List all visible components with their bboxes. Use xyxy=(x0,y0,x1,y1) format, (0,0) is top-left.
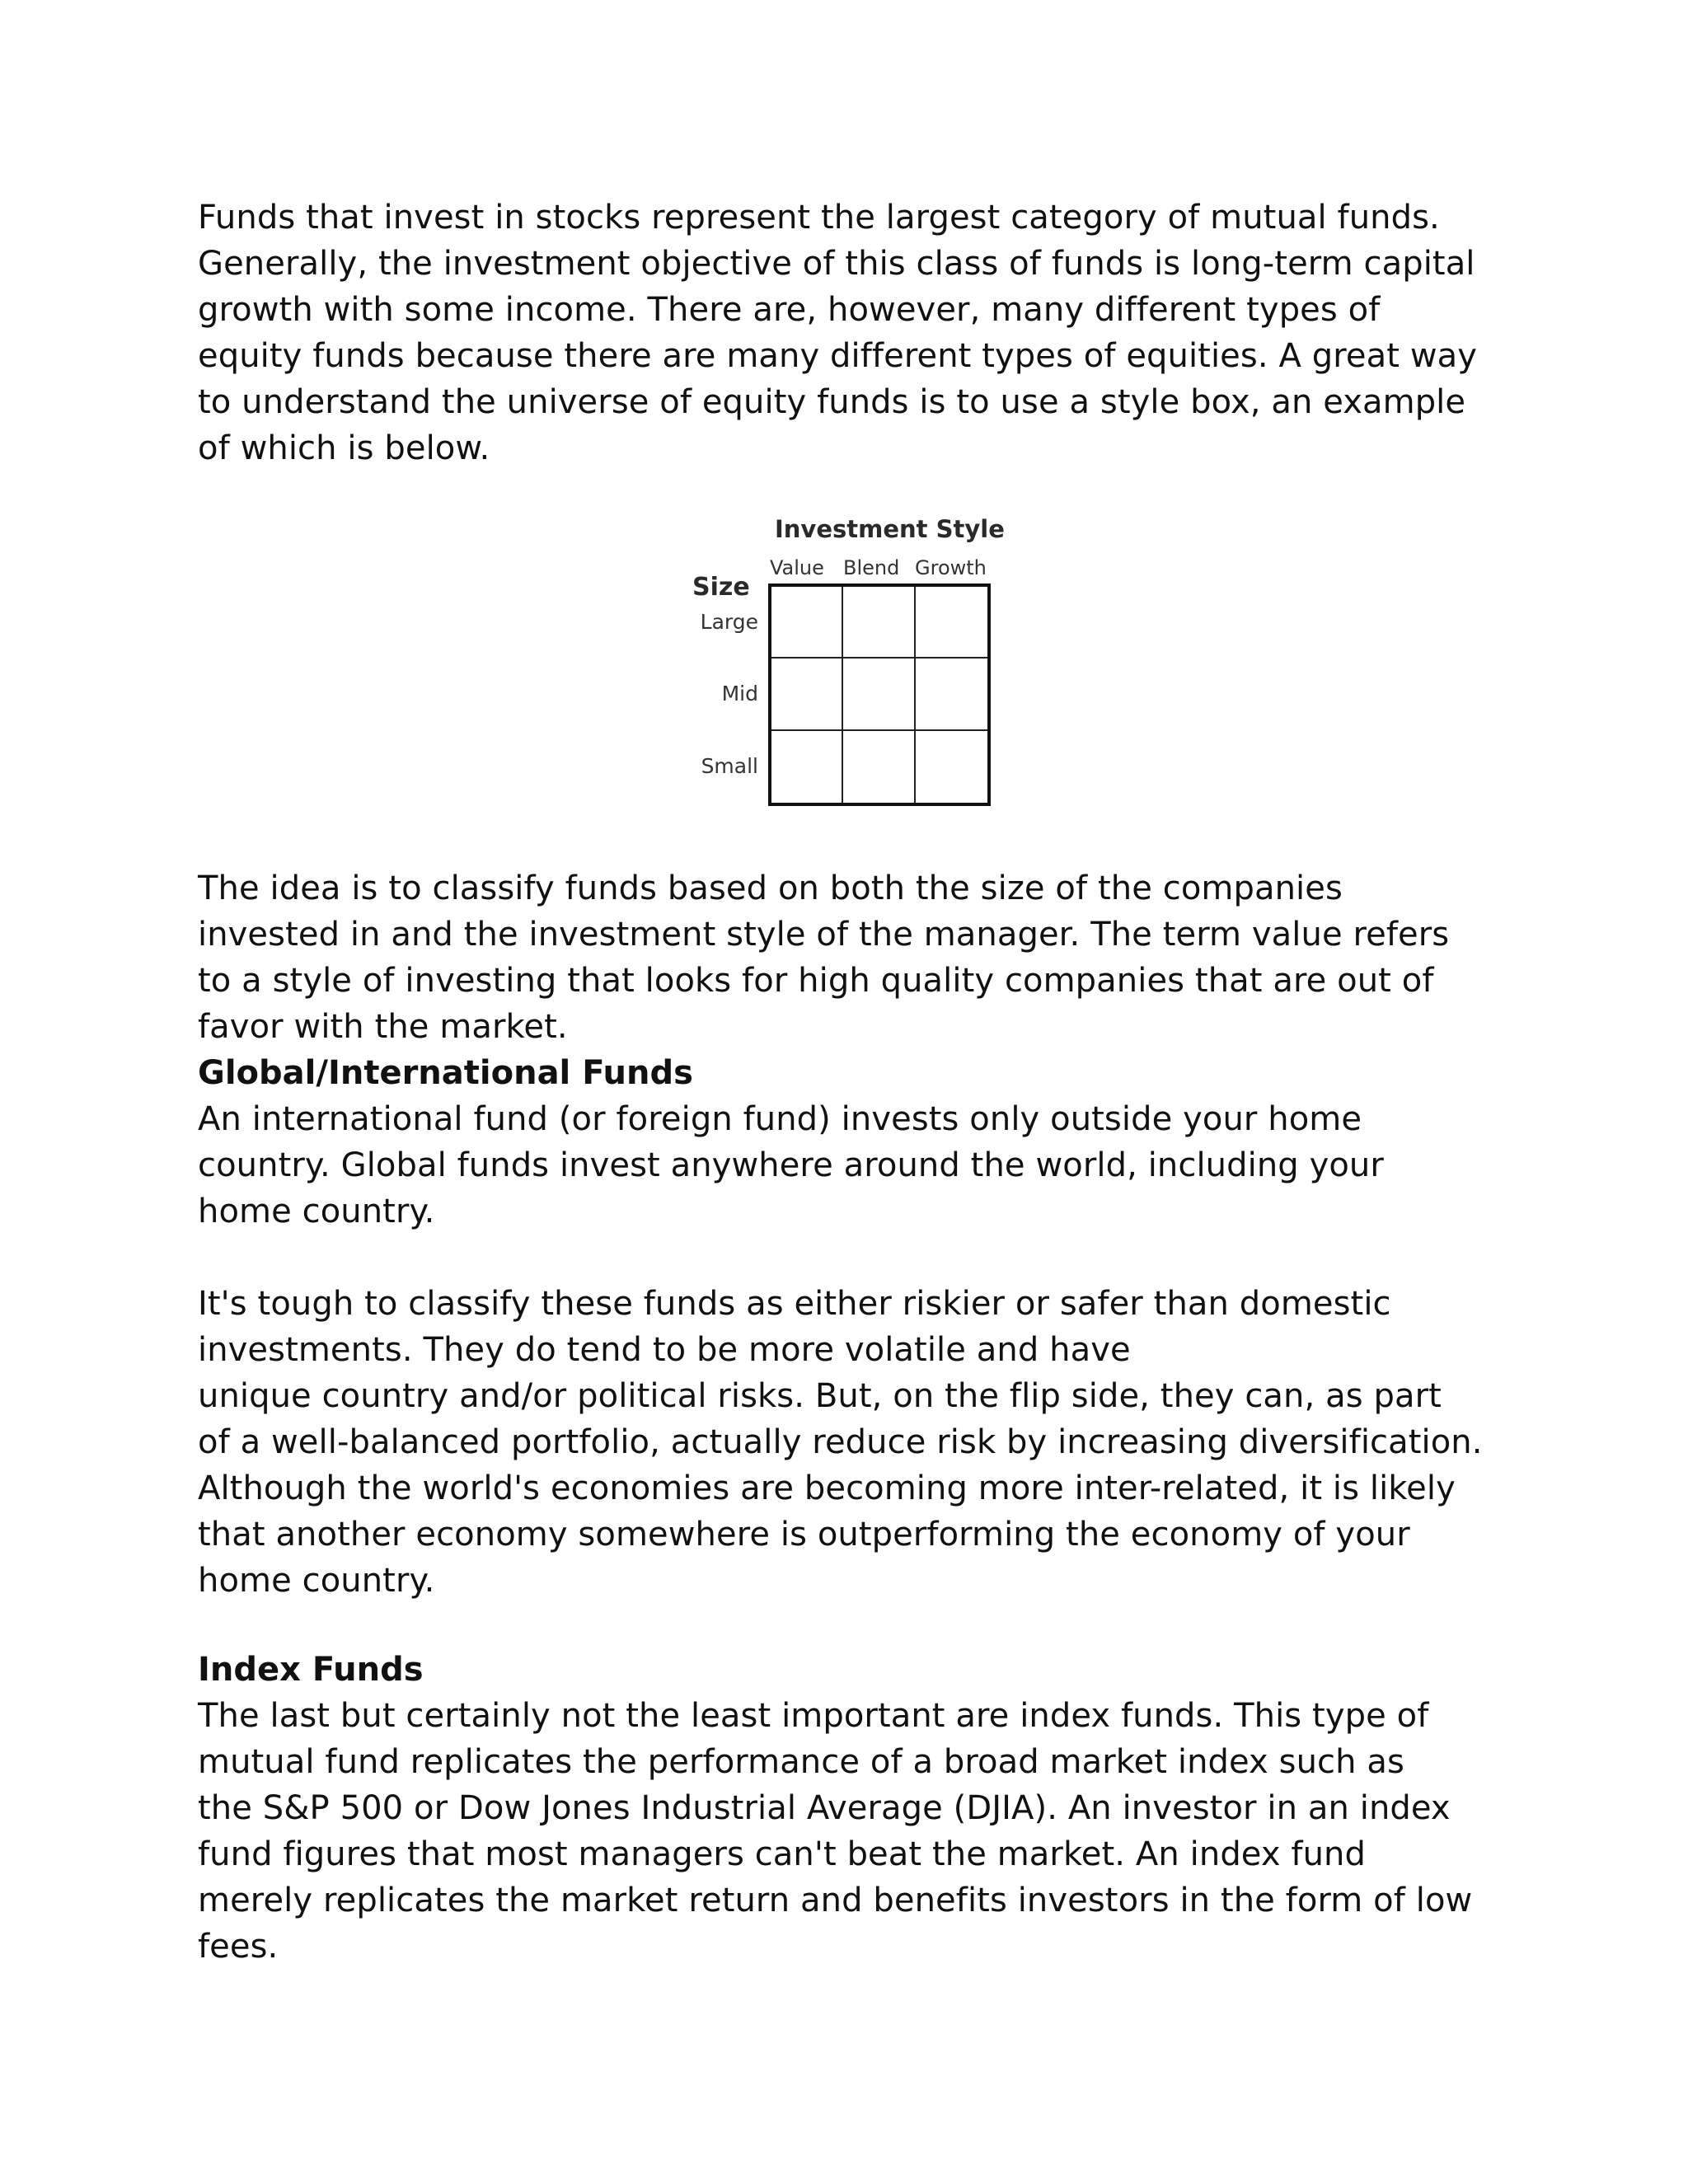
text-line: that another economy somewhere is outperforming the economy of your xyxy=(198,1516,1410,1554)
text-line: It's tough to classify these funds as either riskier or safer than domestic xyxy=(198,1285,1391,1323)
text-line: The last but certainly not the least important are index funds. This type of xyxy=(198,1697,1429,1735)
text-line: country. Global funds invest anywhere around the world, including your xyxy=(198,1146,1384,1184)
style-box-diagram xyxy=(676,507,1022,820)
global-funds-heading: Global/International Funds xyxy=(198,1054,693,1092)
text-line: of which is below. xyxy=(198,429,490,467)
style-box-column-value: Value xyxy=(770,556,824,579)
style-box-cell xyxy=(916,731,987,803)
text-line: mutual fund replicates the performance of a broad market index such as xyxy=(198,1743,1404,1781)
style-box-title: Investment Style xyxy=(775,515,1005,543)
style-box-cell xyxy=(843,587,915,658)
style-box-column-blend: Blend xyxy=(843,556,900,579)
style-box-cell xyxy=(916,658,987,730)
text-line: Although the world's economies are becoming more inter-related, it is likely xyxy=(198,1469,1456,1507)
text-line: of a well-balanced portfolio, actually reduce risk by increasing diversification. xyxy=(198,1423,1483,1461)
style-box-row-large: Large xyxy=(700,610,758,634)
text-line: investments. They do tend to be more volatile and have xyxy=(198,1331,1131,1369)
intro-paragraph xyxy=(198,194,1550,471)
style-box-grid xyxy=(768,583,991,806)
text-line: Funds that invest in stocks represent the largest category of mutual funds. xyxy=(198,199,1440,237)
text-line: fees. xyxy=(198,1928,279,1966)
text-line: fund figures that most managers can't beat the market. An index fund xyxy=(198,1835,1366,1873)
text-line: home country. xyxy=(198,1193,435,1230)
text-line: invested in and the investment style of the manager. The term value refers xyxy=(198,916,1450,954)
text-line: the S&P 500 or Dow Jones Industrial Average (DJIA). An investor in an index xyxy=(198,1789,1451,1827)
index-paragraph xyxy=(198,1693,1550,1970)
text-line: The idea is to classify funds based on both the size of the companies xyxy=(198,869,1343,907)
style-box-row-small: Small xyxy=(701,754,758,778)
text-line: equity funds because there are many different types of equities. A great way xyxy=(198,337,1478,375)
style-box-cell xyxy=(771,658,843,730)
style-box-column-growth: Growth xyxy=(915,556,987,579)
style-box-cell xyxy=(771,587,843,658)
style-box-row-mid: Mid xyxy=(721,682,758,705)
style-box-cell xyxy=(916,587,987,658)
text-line: to a style of investing that looks for high quality companies that are out of xyxy=(198,962,1434,1000)
style-box-size-label: Size xyxy=(692,573,750,602)
text-line: merely replicates the market return and benefits investors in the form of low xyxy=(198,1882,1473,1919)
text-line: growth with some income. There are, however, many different types of xyxy=(198,291,1381,329)
classify-paragraph xyxy=(198,865,1550,1050)
text-line: home country. xyxy=(198,1562,435,1600)
style-box-cell xyxy=(771,731,843,803)
text-line: favor with the market. xyxy=(198,1008,568,1046)
style-box-cell xyxy=(843,658,915,730)
text-line: unique country and/or political risks. But, on the flip side, they can, as part xyxy=(198,1377,1442,1415)
global-paragraph-2 xyxy=(198,1281,1550,1604)
text-line: Generally, the investment objective of this class of funds is long-term capital xyxy=(198,245,1475,283)
global-paragraph-1 xyxy=(198,1096,1550,1235)
index-funds-heading: Index Funds xyxy=(198,1651,424,1689)
text-line: An international fund (or foreign fund) invests only outside your home xyxy=(198,1100,1362,1138)
style-box-cell xyxy=(843,731,915,803)
text-line: to understand the universe of equity funds is to use a style box, an example xyxy=(198,383,1466,421)
